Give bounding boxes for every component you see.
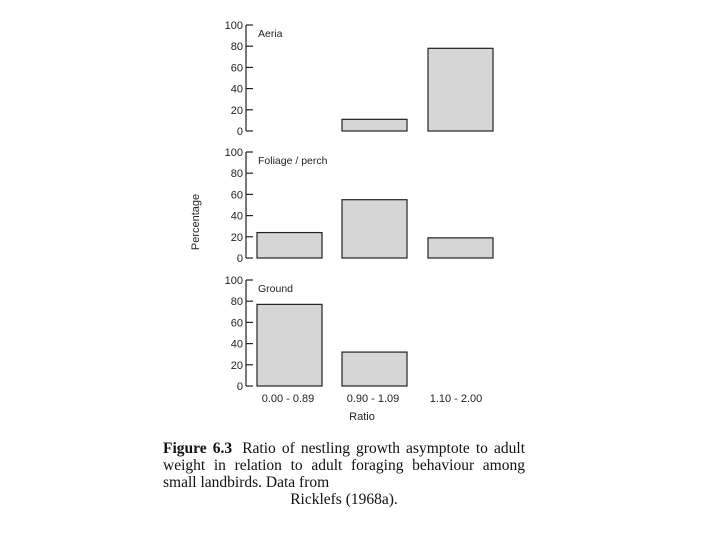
y-tick-label: 60	[230, 317, 243, 330]
y-tick-label: 0	[236, 126, 243, 138]
caption-citation: Ricklefs (1968a).	[290, 491, 398, 508]
y-tick-label: 20	[230, 231, 243, 244]
figure-caption	[163, 440, 525, 508]
y-tick-label: 60	[230, 189, 243, 202]
panel-ground	[225, 275, 407, 393]
bar-foliage-perch-0	[257, 233, 322, 258]
bar-aerial-2	[428, 48, 493, 131]
figure-label: Figure 6.3	[163, 440, 233, 457]
panel-foliage-perch	[225, 147, 493, 265]
bar-foliage-perch-2	[428, 238, 493, 258]
x-category-label: 0.90 - 1.09	[346, 393, 400, 405]
bar-foliage-perch-1	[342, 200, 407, 258]
x-axis-title: Ratio	[349, 411, 375, 423]
y-tick-label: 0	[236, 253, 243, 265]
y-tick-label: 20	[230, 359, 243, 372]
panel-label: Aeria	[258, 28, 283, 40]
y-tick-label: 40	[230, 83, 243, 96]
y-tick-label: 100	[224, 147, 243, 159]
bar-aerial-1	[342, 119, 407, 131]
y-tick-label: 80	[230, 168, 243, 181]
y-tick-label: 100	[224, 20, 243, 32]
y-tick-label: 0	[236, 381, 243, 393]
y-tick-label: 80	[230, 296, 243, 309]
caption-body: Ratio of nestling growth asymptote to adult weight in relation to adult foraging behaviour among small landbirds. Data from	[163, 440, 525, 491]
bar-ground-0	[257, 304, 322, 386]
panels-group	[225, 20, 493, 405]
y-tick-label: 60	[230, 62, 243, 75]
x-category-label: 0.00 - 0.89	[261, 393, 315, 405]
bar-ground-1	[342, 352, 407, 386]
panel-label: Ground	[258, 283, 294, 295]
y-tick-label: 40	[230, 210, 243, 223]
y-axis-title: Percentage	[190, 193, 202, 251]
panel-aerial	[225, 20, 493, 138]
x-category-label: 1.10 - 2.00	[429, 393, 483, 405]
y-tick-label: 80	[230, 41, 243, 54]
panel-label: Foliage / perch	[258, 155, 328, 167]
y-tick-label: 20	[230, 104, 243, 117]
y-tick-label: 40	[230, 338, 243, 351]
y-tick-label: 100	[224, 275, 243, 287]
